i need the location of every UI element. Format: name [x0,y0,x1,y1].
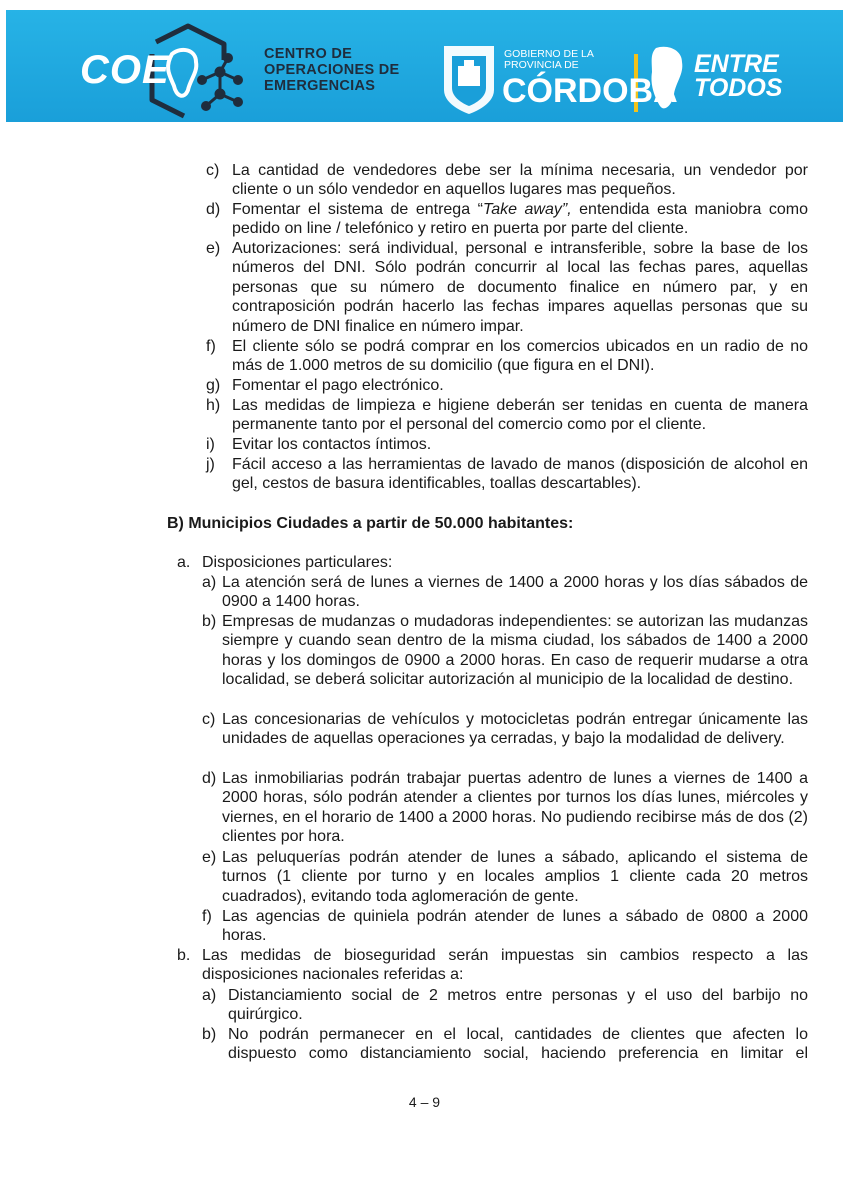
coe-acronym: COE [80,48,170,92]
todos-wordmark: TODOS [694,74,783,102]
list-marker: c) [202,711,216,728]
list-marker: e) [202,849,217,866]
cordoba-wordmark: CÓRDOBA [502,72,678,110]
gov-line-2: PROVINCIA DE [504,59,579,71]
section-heading: B) Municipios Ciudades a partir de 50.000 habitantes: [167,515,574,532]
list-item: Fácil acceso a las herramientas de lavado de manos (disposición de alcohol en gel, cestos de basura identificables, toallas descartables). [232,456,808,493]
list-marker: e) [206,240,221,257]
list-item: Las inmobiliarias podrán trabajar puertas adentro de lunes a viernes de 1400 a 2000 horas, sólo podrán atender a clientes por turnos los días lunes, miércoles y viernes, en el horario de 1400 a 2000 horas. No pudiendo recibirse más de dos (2) clientes por hora. [222,770,808,846]
list-item: El cliente sólo se podrá comprar en los comercios ubicados en un radio de no más de 1.000 metros de su domicilio (que figura en el DNI). [232,338,808,375]
list-marker: f) [202,908,212,925]
list-marker: g) [206,377,221,394]
list-marker: a) [202,987,217,1004]
list-item: La cantidad de vendedores debe ser la mínima necesaria, un vendedor por cliente o un sólo vendedor en aquellos lugares mas pequeños. [232,162,808,199]
gov-line-1: GOBIERNO DE LA [504,48,594,60]
list-item: Las concesionarias de vehículos y motocicletas podrán entregar únicamente las unidades de aquellas operaciones ya cerradas, y bajo la modalidad de delivery. [222,711,808,748]
list-marker: d) [206,201,221,218]
list-marker: h) [206,397,221,414]
list-item: La atención será de lunes a viernes de 1400 a 2000 horas y los días sábados de 0900 a 1400 horas. [222,574,808,611]
list-marker: f) [206,338,216,355]
list-marker: b) [202,1026,217,1043]
list-marker: i) [206,436,215,453]
list-item: Empresas de mudanzas o mudadoras independientes: se autorizan las mudanzas siempre y cuando sean dentro de la misma ciudad, los sábados de 1400 a 2000 horas y los domingos de 0900 a 2000 horas. En caso de requerir mudarse a otra localidad, se deberá solicitar autorización al municipio de la localidad de destino. [222,613,808,689]
list-item-italic-text: Take away”, [482,201,572,218]
list-marker: d) [202,770,217,787]
list-item: Fomentar el pago electrónico. [232,377,444,394]
list-item: Las peluquerías podrán atender de lunes a sábado, aplicando el sistema de turnos (1 cliente por turno y en locales amplios 1 cliente cada 20 metros cuadrados), evitando toda aglomeración de gente. [222,849,808,905]
list-marker: a) [202,574,217,591]
list-item: Evitar los contactos íntimos. [232,436,432,453]
list-marker: c) [206,162,220,179]
sublist-marker: a. [177,554,191,571]
list-item [232,200,808,239]
list-marker: b) [202,613,217,630]
list-item: No podrán permanecer en el local, cantidades de clientes que afecten lo dispuesto como distanciamiento social, haciendo preferencia en limitar el [228,1026,808,1063]
sublist-label: Las medidas de bioseguridad serán impuestas sin cambios respecto a las disposiciones nacionales referidas a: [202,947,808,984]
list-item: Autorizaciones: será individual, personal e intransferible, sobre la base de los números del DNI. Sólo podrán concurrir al local las fechas pares, aquellas personas que su número de documento finalice en número par, y en contraposición podrán hacerlo las fechas impares aquellas personas que su número de DNI finalice en número impar. [232,240,808,335]
sublist-label: Disposiciones particulares: [202,554,393,571]
list-item: Las agencias de quiniela podrán atender de lunes a sábado de 0800 a 2000 horas. [222,908,808,945]
entre-wordmark: ENTRE [694,50,779,78]
coe-name-line-1: CENTRO DE [264,46,353,62]
coe-name-line-3: EMERGENCIAS [264,78,376,94]
list-item-text-start: Fomentar el sistema de entrega “ [232,201,483,218]
list-item: Distanciamiento social de 2 metros entre personas y el uso del barbijo no quirúrgico. [228,987,808,1024]
coe-name-line-2: OPERACIONES DE [264,62,400,78]
sublist-marker: b. [177,947,191,964]
list-item: Las medidas de limpieza e higiene deberán ser tenidas en cuenta de manera permanente tanto por el personal del comercio como por el cliente. [232,397,808,434]
list-marker: j) [206,456,215,473]
page-number: 4 – 9 [408,1094,441,1110]
list-item-text-end: entendida esta maniobra como pedido on line / telefónico y retiro en puerta por parte del cliente. [232,201,809,238]
